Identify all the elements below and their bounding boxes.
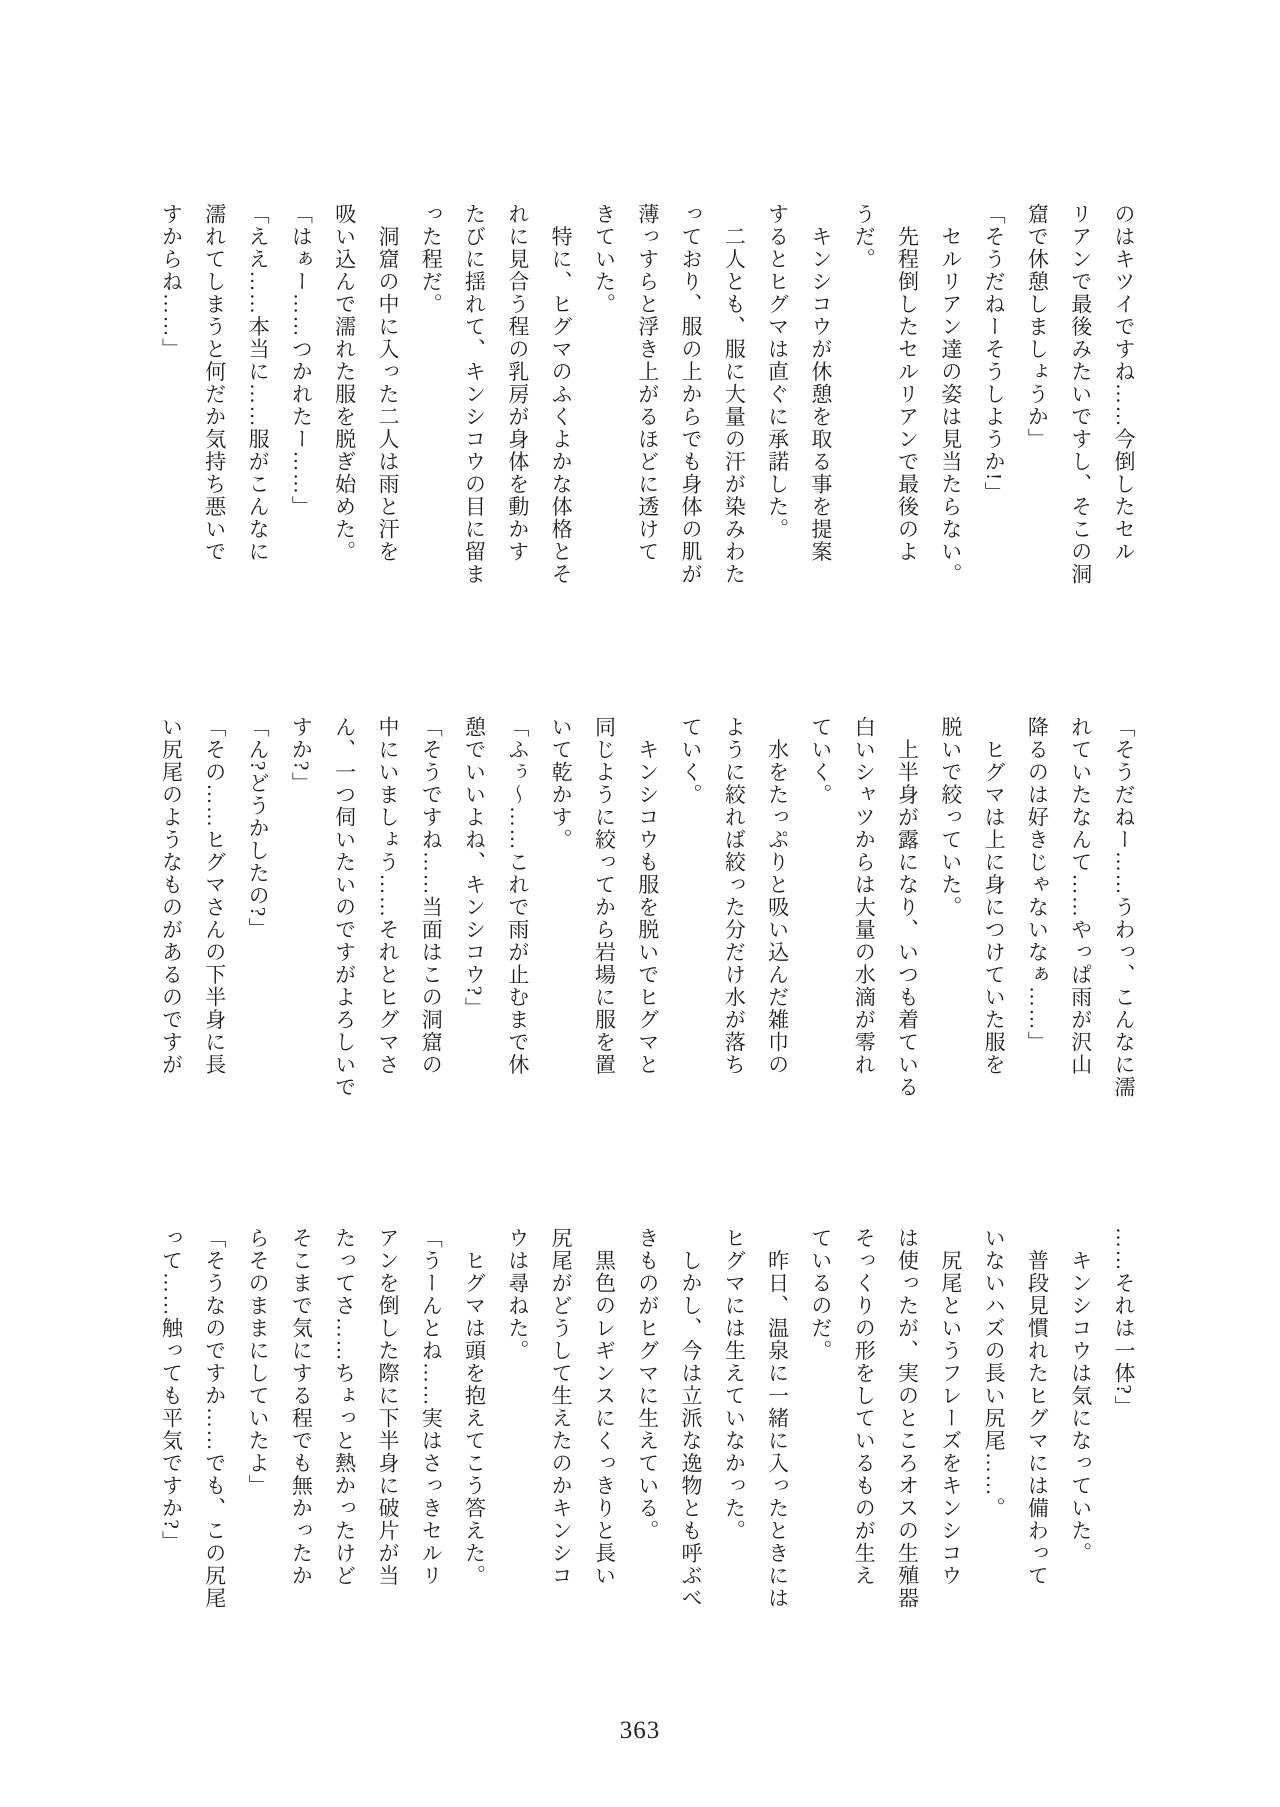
text-line: 上半身が露になり、いつも着ている xyxy=(895,716,920,1099)
text-line: 「ん?どうかしたの?」 xyxy=(246,716,271,941)
text-line: ていく。 xyxy=(808,716,833,806)
text-line: たってさ……ちょっと熱かったけど xyxy=(332,1227,357,1587)
text-line: ん、一つ伺いたいのですがよろしいで xyxy=(332,716,357,1099)
text-line: 「はぁー……つかれたー……」 xyxy=(289,203,314,518)
text-line: 昨日、温泉に一緒に入ったときには xyxy=(765,1227,790,1610)
text-line: そこまで気にする程でも無かったか xyxy=(289,1227,314,1587)
text-line: っており、服の上からでも身体の肌が xyxy=(679,203,704,586)
text-band-top xyxy=(149,203,1145,597)
text-line: 濡れてしまうと何だか気持ち悪いで xyxy=(202,203,227,563)
text-line: 脱いで絞っていた。 xyxy=(938,716,963,919)
text-line: 「その……ヒグマさんの下半身に長 xyxy=(202,716,227,1076)
text-line: ……それは一体?」 xyxy=(1112,1227,1136,1418)
text-line: ているのだ。 xyxy=(808,1227,833,1362)
text-line: 憩でいいよね、キンシコウ?」 xyxy=(462,716,487,1020)
text-line: ウは尋ねた。 xyxy=(505,1227,530,1362)
text-line: れに見合う程の乳房が身体を動かす xyxy=(505,203,530,563)
text-line: 降るのは好きじゃないなぁ……」 xyxy=(1025,716,1050,1054)
text-line: ていく。 xyxy=(679,716,704,806)
text-line: 同じように絞ってから岩場に服を置 xyxy=(592,716,617,1076)
text-line: 特に、ヒグマのふくよかな体格とそ xyxy=(549,203,574,586)
text-line: きていた。 xyxy=(592,203,617,316)
page-number: 363 xyxy=(619,1717,661,1744)
text-line: キンシコウが休憩を取る事を提案 xyxy=(808,203,833,563)
text-line: い尻尾のようなものがあるのですが xyxy=(159,716,184,1076)
text-line: 窟で休憩しましょうか」 xyxy=(1025,203,1050,451)
text-line: ヒグマは頭を抱えてこう答えた。 xyxy=(462,1227,487,1587)
text-line: 水をたっぷりと吸い込んだ雑巾の xyxy=(765,716,790,1076)
text-line: たびに揺れて、キンシコウの目に留ま xyxy=(462,203,487,586)
text-line: 尻尾がどうして生えたのかキンシコ xyxy=(549,1227,574,1587)
text-line: 「そうだねー……うわっ、こんなに濡 xyxy=(1112,716,1136,1099)
text-line: いて乾かす。 xyxy=(549,716,574,851)
text-line: いないハズの長い尻尾……。 xyxy=(982,1227,1007,1520)
text-line: 白いシャツからは大量の水滴が零れ xyxy=(852,716,877,1076)
text-line: すか?」 xyxy=(289,716,314,795)
text-line: うだ。 xyxy=(852,203,877,271)
text-line: 普段見慣れたヒグマには備わって xyxy=(1025,1227,1050,1587)
text-line: 「ええ……本当に……服がこんなに xyxy=(246,203,271,563)
text-line: 先程倒したセルリアンで最後のよ xyxy=(895,203,920,563)
text-line: 中にいましょう……それとヒグマさ xyxy=(375,716,400,1076)
text-line: ように絞れば絞った分だけ水が落ち xyxy=(722,716,747,1076)
text-line: 黒色のレギンスにくっきりと長い xyxy=(592,1227,617,1587)
text-line: 洞窟の中に入った二人は雨と汗を xyxy=(375,203,400,563)
text-line: 「そうだねーそうしようか!」 xyxy=(982,203,1007,504)
text-line: アンを倒した際に下半身に破片が当 xyxy=(375,1227,400,1587)
text-line: は使ったが、実のところオスの生殖器 xyxy=(895,1227,920,1610)
text-line: らそのままにしていたよ」 xyxy=(246,1227,271,1497)
text-line: リアンで最後みたいですし、そこの洞 xyxy=(1068,203,1093,586)
text-band-middle xyxy=(149,716,1145,1110)
text-line: って……触っても平気ですか?」 xyxy=(159,1227,184,1553)
text-line: セルリアン達の姿は見当たらない。 xyxy=(938,203,963,586)
text-band-bottom xyxy=(149,1227,1145,1621)
text-line: ヒグマは上に身につけていた服を xyxy=(982,716,1007,1076)
text-line: 「そうですね……当面はこの洞窟の xyxy=(419,716,444,1076)
text-line: するとヒグマは直ぐに承諾した。 xyxy=(765,203,790,541)
text-line: 尻尾というフレーズをキンシコウ xyxy=(938,1227,963,1587)
text-line: 薄っすらと浮き上がるほどに透けて xyxy=(635,203,660,563)
text-line: そっくりの形をしているものが生え xyxy=(852,1227,877,1587)
text-line: 「ふぅ〜……これで雨が止むまで休 xyxy=(505,716,530,1076)
text-line: れていたなんて……やっぱ雨が沢山 xyxy=(1068,716,1093,1076)
text-line: のはキツイですね……今倒したセル xyxy=(1112,203,1136,563)
text-line: 「うーんとね……実はさっきセルリ xyxy=(419,1227,444,1587)
text-line: った程だ。 xyxy=(419,203,444,316)
text-line: ヒグマには生えていなかった。 xyxy=(722,1227,747,1542)
text-line: 吸い込んで濡れた服を脱ぎ始めた。 xyxy=(332,203,357,563)
text-line: しかし、今は立派な逸物とも呼ぶべ xyxy=(679,1227,704,1610)
text-line: キンシコウも服を脱いでヒグマと xyxy=(635,716,660,1076)
text-line: 二人とも、服に大量の汗が染みわた xyxy=(722,203,747,586)
text-line: 「そうなのですか……でも、この尻尾 xyxy=(202,1227,227,1610)
text-line: きものがヒグマに生えている。 xyxy=(635,1227,660,1542)
text-line: すからね……」 xyxy=(159,203,184,361)
text-line: キンシコウは気になっていた。 xyxy=(1068,1227,1093,1565)
